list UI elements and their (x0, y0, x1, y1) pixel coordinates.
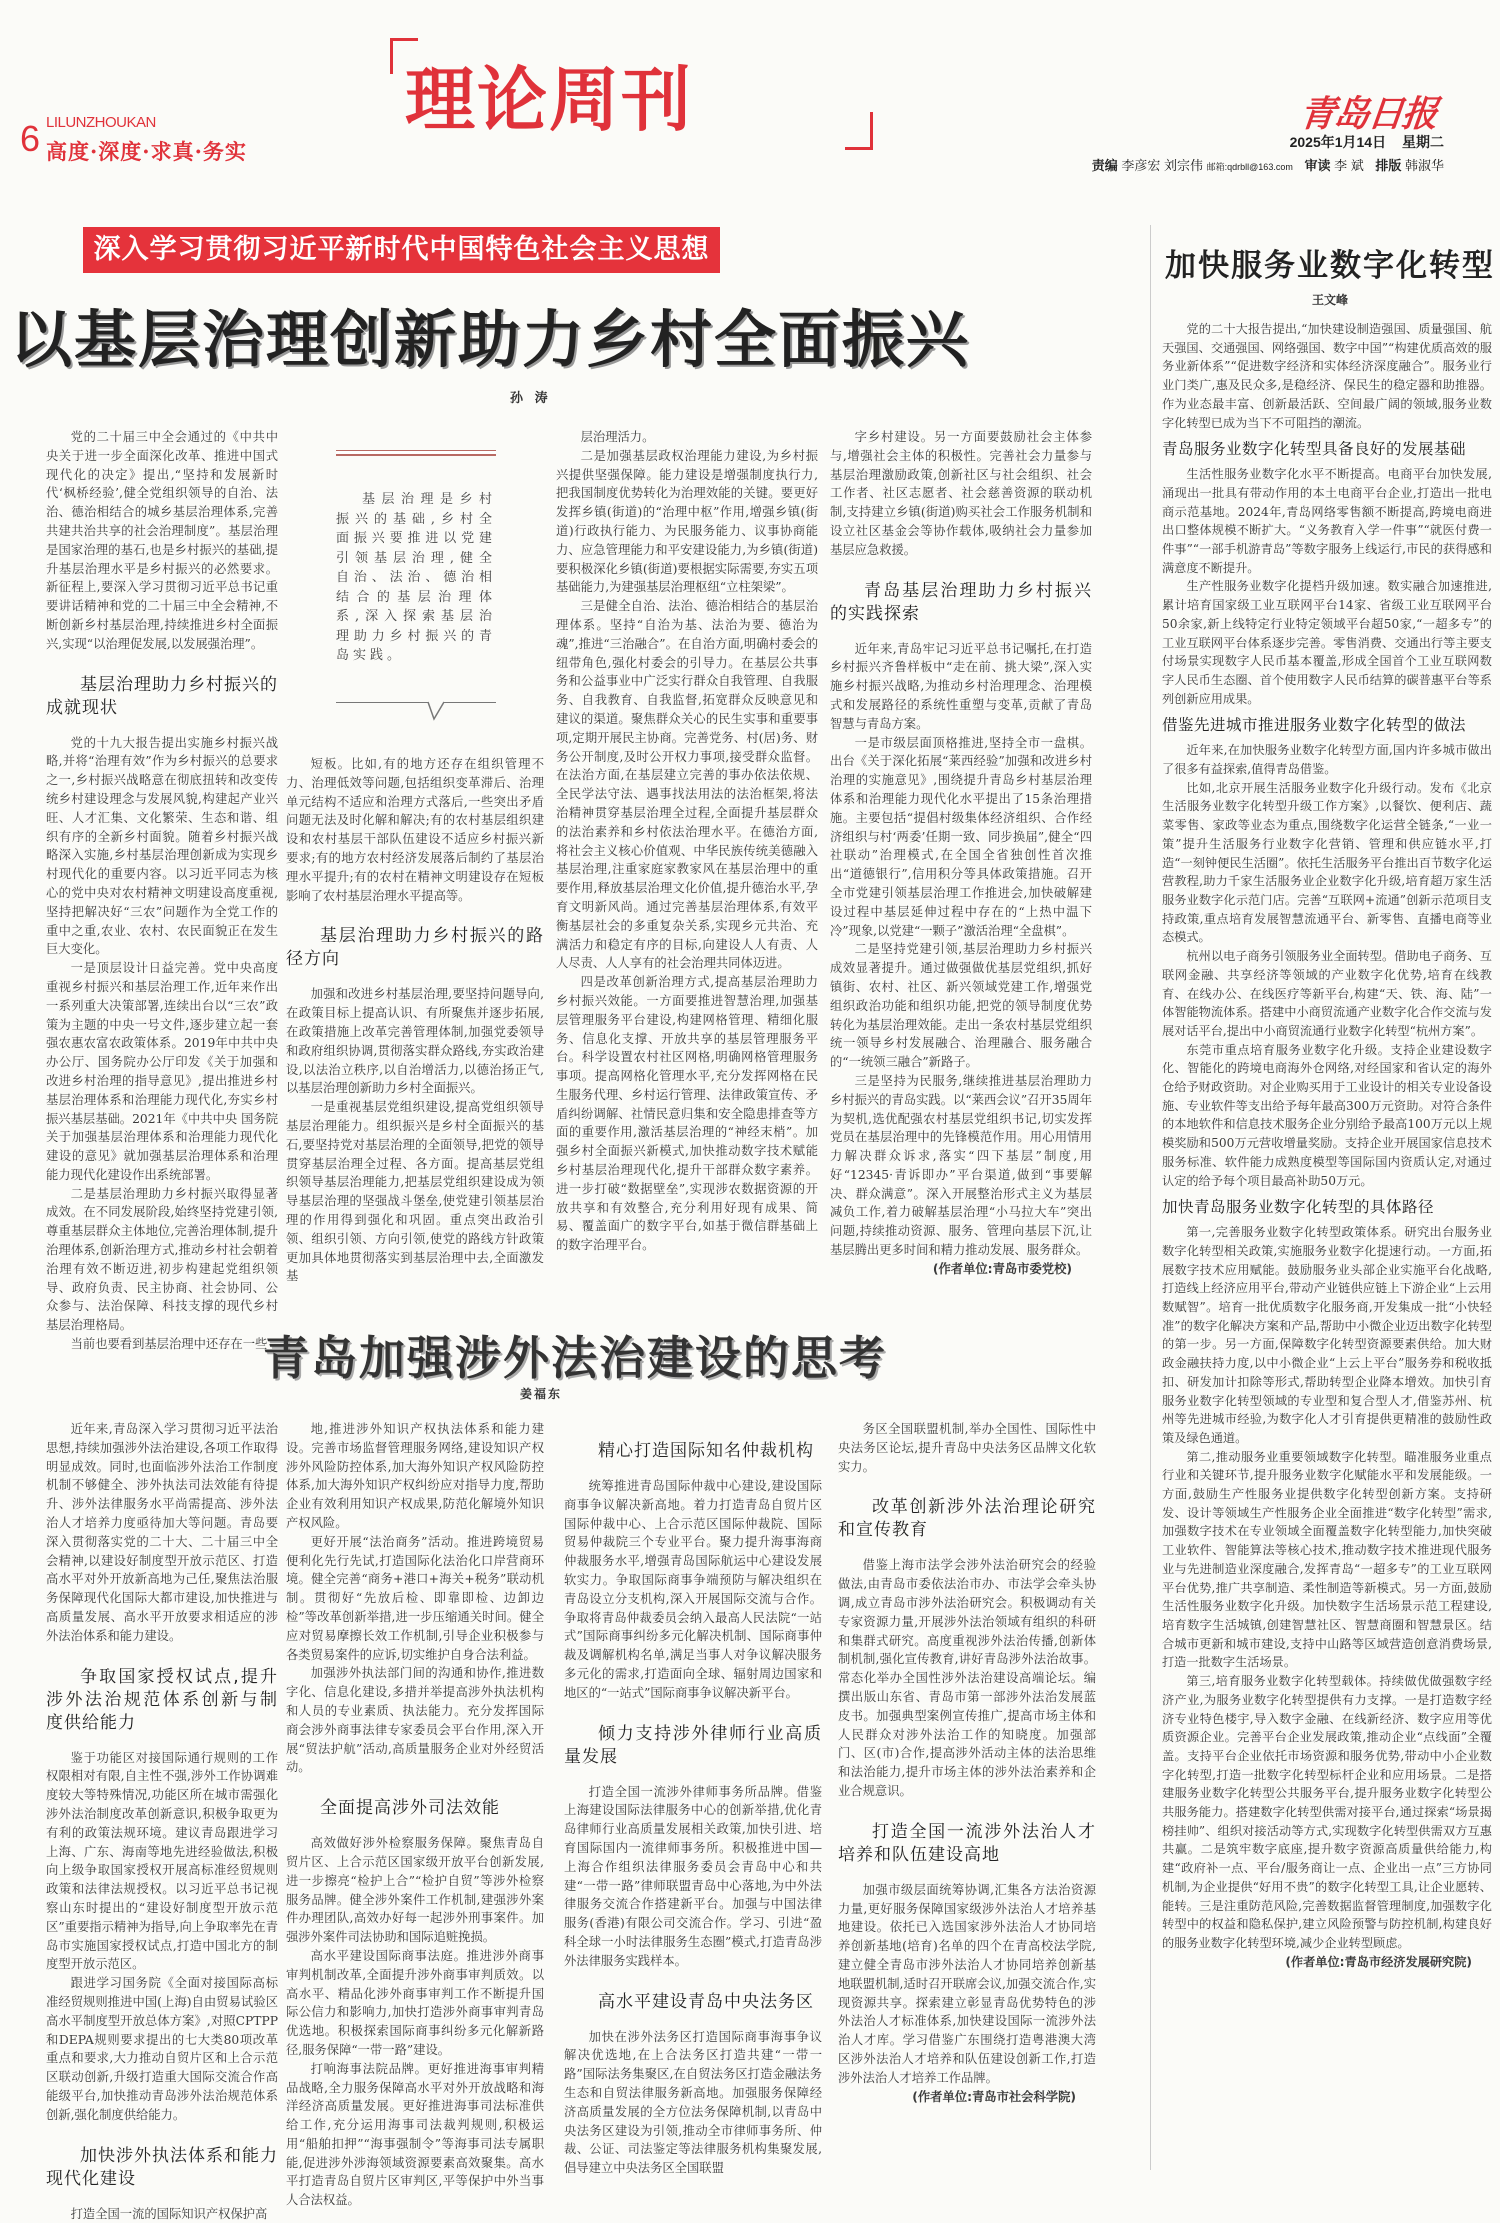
article1-column-2 (286, 755, 544, 1286)
theme-banner (83, 227, 423, 273)
paragraph: 近年来,青岛牢记习近平总书记嘱托,在打造乡村振兴齐鲁样板中“走在前、挑大梁”,深入实施乡村振兴战略,为推动乡村治理理念、治理模式和发展路径的系统性重塑与变革,贡献了青岛智慧与青岛方案。 (830, 640, 1092, 734)
paragraph: 加强和改进乡村基层治理,要坚持问题导向,在政策目标上提高认识、有所聚焦并逐步拓展,在政策措施上改革完善管理体制,加强党委领导和政府组织协调,贯彻落实群众路线,夯实政治建设,以法治立秩序,以自治增活力,以德治扬正气,以基层治理创新助力乡村全面振兴。 (286, 985, 544, 1098)
paragraph: 一是重视基层党组织建设,提高党组织领导基层治理能力。组织振兴是乡村全面振兴的基石,要坚持党对基层治理的全面领导,把党的领导贯穿基层治理全过程、各方面。提高基层党组织领导基层治理能力,把基层党组织建设成为领导基层治理的坚强战斗堡垒,使党建引领基层治理的作用得到强化和巩固。重点突出政治引领、组织引领、方向引领,使党的路线方针政策更加具体地贯彻落实到基层治理中去,全面激发基 (286, 1098, 544, 1286)
section-heading: 青岛基层治理助力乡村振兴的实践探索 (830, 580, 1092, 626)
section-heading: 打造全国一流涉外法治人才培养和队伍建设高地 (838, 1821, 1096, 1867)
paragraph: 地,推进涉外知识产权执法体系和能力建设。完善市场监督管理服务网络,建设知识产权涉外风险防控体系,加大海外知识产权风险防控体系,加大海外知识产权纠纷应对指导力度,帮助企业有效利用知识产权成果,防范化解境外知识产权风险。 (286, 1420, 544, 1533)
paragraph: 高水平建设国际商事法庭。推进涉外商事审判机制改革,全面提升涉外商事审判质效。以高水平、精品化涉外商事审判工作不断提升国际公信力和影响力,加快打造涉外商事审判青岛优选地。积极探索国际商事纠纷多元化解新路径,服务保障“一带一路”建设。 (286, 1947, 544, 2060)
section-heading: 基层治理助力乡村振兴的成就现状 (46, 674, 278, 720)
section-heading: 改革创新涉外法治理论研究和宣传教育 (838, 1496, 1096, 1542)
paragraph: 加强市级层面统筹协调,汇集各方法治资源力量,更好服务保障国家级涉外法治人才培养基地建设。依托已入选国家涉外法治人才协同培养创新基地(培育)名单的四个在青高校法学院,建立健全青岛市涉外法治人才协同培养创新基地联盟机制,适时召开联席会议,加强交流合作,实现资源共享。探索建立彰显青岛优势特色的涉外法治人才标准体系,加快建设国际一流涉外法治人才库。学习借鉴广东围绕打造粤港澳大湾区涉外法治人才培养和队伍建设创新工作,打造涉外法治人才培养工作品牌。 (838, 1881, 1096, 2088)
article1-byline: 孙 涛 (510, 387, 552, 406)
pull-quote-text: 基层治理是乡村振兴的基础,乡村全面振兴要推进以党建引领基层治理,健全自治、法治、德治相结合的基层治理体系,深入探索基层治理助力乡村振兴的青岛实践。 (336, 490, 496, 666)
paragraph: 跟进学习国务院《全面对接国际高标准经贸规则推进中国(上海)自由贸易试验区高水平制度型开放总体方案》,对照CPTPP和DEPA规则要求提出的七大类80项改革重点和要求,大力推动自贸片区和上合示范区联动创新,升级打造重大国际交流合作高能级平台,加快推动青岛涉外法治规范体系创新,强化制度供给能力。 (46, 1974, 278, 2124)
issue-date-line (1278, 132, 1444, 152)
article3-headline: 加快服务业数字化转型 (1160, 240, 1500, 285)
paragraph: 借鉴上海市法学会涉外法治研究会的经验做法,由青岛市委依法治市办、市法学会牵头协调,成立青岛市涉外法治研究会。积极调动有关专家资源力量,开展涉外法治领域有组织的科研和集群式研究。高度重视涉外法治传播,创新体制机制,强化宣传教育,讲好青岛涉外法治故事。常态化举办全国性涉外法治建设高端论坛。编撰出版山东省、青岛市第一部涉外法治发展蓝皮书。加强典型案例宣传推广,提高市场主体和人民群众对涉外法治工作的知晓度。加强部门、区(市)合作,提高涉外活动主体的法治思维和法治能力,提升市场主体的涉外法治素养和企业合规意识。 (838, 1556, 1096, 1800)
author-affiliation: (作者单位:青岛市社会科学院) (838, 2088, 1096, 2107)
paragraph: 生活性服务业数字化水平不断提高。电商平台加快发展,涌现出一批具有带动作用的本土电商平台企业,打造出一批电商示范基地。2024年,青岛网络零售额不断提高,跨境电商进出口整体规模不断扩大。“义务教育入学一件事”“就医付费一件事”“一部手机游青岛”等数字服务上线运行,市民的获得感和满意度不断提升。 (1162, 465, 1492, 577)
section-heading: 全面提高涉外司法效能 (286, 1797, 544, 1820)
editor-names: 李彦宏 刘宗伟 (1121, 158, 1203, 173)
article2-column-4 (838, 1420, 1096, 2106)
article1-column-4 (830, 428, 1092, 1279)
paragraph: 近年来,在加快服务业数字化转型方面,国内许多城市做出了很多有益探索,值得青岛借鉴。 (1162, 741, 1492, 778)
right-bracket-decoration (845, 112, 873, 150)
paragraph: 统筹推进青岛国际仲裁中心建设,建设国际商事争议解决新高地。着力打造青岛自贸片区国际仲裁中心、上合示范区国际仲裁院、国际贸易仲裁院三个专业平台。聚力提升海事海商仲裁服务水平,增强青岛国际航运中心建设发展软实力。争取国际商事争端预防与解决组织在青岛设立分支机构,深入开展国际交流与合作。争取将青岛仲裁委员会纳入最高人民法院“一站式”国际商事纠纷多元化解决机制、国际商事仲裁及调解机构名单,满足当事人对争议解决服务多元化的需求,打造面向全球、辐射周边国家和地区的“一站式”国际商事争议解决新平台。 (564, 1477, 822, 1703)
paragraph: 二是基层治理助力乡村振兴取得显著成效。在不同发展阶段,始终坚持党建引领,尊重基层群众主体地位,完善治理体制,提升治理体系,创新治理方式,推动乡村社会朝着治理有效不断迈进,初步构建起党组织领导、政府负责、民主协商、社会协同、公众参与、法治保障、科技支撑的现代乡村基层治理格局。 (46, 1185, 278, 1335)
masthead (0, 0, 1500, 175)
issue-date: 2025年1月14日 (1290, 134, 1387, 150)
layout-editor-name: 韩淑华 (1405, 158, 1444, 173)
section-heading: 精心打造国际知名仲裁机构 (564, 1440, 822, 1463)
section-heading: 争取国家授权试点,提升涉外法治规范体系创新与制度供给能力 (46, 1666, 278, 1735)
theme-banner-text: 深入学习贯彻习近平新时代中国特色社会主义思想 (83, 227, 720, 273)
paragraph: 务区全国联盟机制,举办全国性、国际性中央法务区论坛,提升青岛中央法务区品牌文化软实力。 (838, 1420, 1096, 1476)
pull-quote (336, 450, 496, 726)
section-heading: 高水平建设青岛中央法务区 (564, 1991, 822, 2014)
section-heading: 青岛服务业数字化转型具备良好的发展基础 (1162, 438, 1492, 461)
paragraph: 党的十九大报告提出实施乡村振兴战略,并将“治理有效”作为乡村振兴的总要求之一,乡村振兴战略意在彻底扭转和改变传统乡村建设理念与发展风貌,构建起产业兴旺、人才汇集、文化繁荣、生态和谐、组织有序的全新乡村面貌。随着乡村振兴战略深入实施,乡村基层治理创新成为实现乡村现代化的重要内容。以习近平同志为核心的党中央对农村精神文明建设高度重视,坚持把解决好“三农”问题作为全党工作的重中之重,农业、农村、农民面貌正在发生巨大变化。 (46, 734, 278, 960)
article2-column-3 (564, 1420, 822, 2178)
issue-weekday: 星期二 (1402, 134, 1444, 150)
paragraph: 党的二十大报告提出,“加快建设制造强国、质量强国、航天强国、交通强国、网络强国、数字中国”“构建优质高效的服务业新体系”“促进数字经济和实体经济深度融合”。服务业行业门类广,惠及民众多,是稳经济、保民生的稳定器和助推器。作为业态最丰富、创新最活跃、空间最广阔的领域,服务业数字化转型已成为当下不可阻挡的潮流。 (1162, 320, 1492, 432)
paragraph: 高效做好涉外检察服务保障。聚焦青岛自贸片区、上合示范区国家级开放平台创新发展,进一步擦亮“检护上合”“检护自贸”等涉外检察服务品牌。健全涉外案件工作机制,建强涉外案件办理团队,高效办好每一起涉外刑事案件。加强涉外案件司法协助和国际追赃挽损。 (286, 1834, 544, 1947)
paragraph: 二是加强基层政权治理能力建设,为乡村振兴提供坚强保障。能力建设是增强制度执行力,把我国制度优势转化为治理效能的关键。要更好发挥乡镇(街道)的“治理中枢”作用,增强乡镇(街道)行政执行能力、为民服务能力、议事协商能力、应急管理能力和平安建设能力,为乡镇(街道)要积极深化乡镇(街道)要根据实际需要,夯实五项基础能力,为建强基层治理枢纽“立柱架梁”。 (556, 447, 818, 597)
paragraph: 第一,完善服务业数字化转型政策体系。研究出台服务业数字化转型相关政策,实施服务业数字化提速行动。一方面,拓展数字技术应用赋能。鼓励服务业头部企业实施平台化战略,打造线上经济应用平台,带动产业链供应链上下游企业“上云用数赋智”。培育一批优质数字化服务商,开发集成一批“小快轻准”的数字化解决方案和产品,帮助中小微企业迈出数字化转型的第一步。另一方面,保障数字化转型资源要素供给。加大财政金融扶持力度,以中小微企业“上云上平台”服务券和税收抵扣、研发加计扣除等形式,帮助转型企业降本增效。加快引育服务业数字化转型领域的专业型和复合型人才,借鉴苏州、杭州等先进城市经验,为数字化人才引育提供更精准的鼓励性政策及绿色通道。 (1162, 1223, 1492, 1447)
article2-headline: 青岛加强涉外法治建设的思考 (0, 1322, 1150, 1388)
section-heading: 倾力支持涉外律师行业高质量发展 (564, 1723, 822, 1769)
section-heading: 借鉴先进城市推进服务业数字化转型的做法 (1162, 714, 1492, 737)
editor-credits (1092, 155, 1444, 174)
article1-headline: 以基层治理创新助力乡村全面振兴 (10, 290, 1150, 379)
paragraph: 党的二十届三中全会通过的《中共中央关于进一步全面深化改革、推进中国式现代化的决定》提出,“坚持和发展新时代‘枫桥经验’,健全党组织领导的自治、法治、德治相结合的城乡基层治理体系,完善共建共治共享的社会治理制度”。基层治理是国家治理的基石,也是乡村振兴的基础,提升基层治理水平是乡村振兴的必然要求。新征程上,要深入学习贯彻习近平总书记重要讲话精神和党的二十届三中全会精神,不断创新乡村基层治理,持续推进乡村全面振兴,实现“以治理促发展,以发展强治理”。 (46, 428, 278, 654)
article3-column (1162, 320, 1492, 1971)
proofreader-label: 审读 (1304, 158, 1330, 173)
column-motto: 高度·深度·求真·务实 (46, 136, 247, 166)
paragraph: 一是市级层面顶格推进,坚持全市一盘棋。出台《关于深化拓展“莱西经验”加强和改进乡村治理的实施意见》,围绕提升青岛乡村基层治理体系和治理能力现代化水平提出了15条治理措施。主要包括“提倡村级集体经济组织、合作经济组织与村‘两委’任期一致、同步换届”,健全“四社联动”治理模式,在全国全省独创性首次推出“道德银行”,信用积分等具体政策措施。召开全市党建引领基层治理工作推进会,加快破解建设过程中基层延伸过程中存在的“上热中温下冷”现象,以党建“一颗子”激活治理“全盘棋”。 (830, 734, 1092, 941)
paragraph: 打造全国一流涉外律师事务所品牌。借鉴上海建设国际法律服务中心的创新举措,优化青岛律师行业高质量发展相关政策,加快引进、培育国际国内一流律师事务所。积极推进中国—上海合作组织法律服务委员会青岛中心和共建“一带一路”律师联盟青岛中心落地,为中外法律服务交流合作搭建新平台。加强与中国法律服务(香港)有限公司交流合作。学习、引进“盈科全球一小时法律服务生态圈”模式,打造青岛涉外法律服务实践样本。 (564, 1783, 822, 1971)
section-heading: 基层治理助力乡村振兴的路径方向 (286, 925, 544, 971)
paragraph: 加快在涉外法务区打造国际商事海事争议解决优选地,在上合法务区打造共建“一带一路”国际法务集聚区,在自贸法务区打造金融法务生态和自贸法律服务新高地。加强服务保障经济高质量发展的全方位法务保障机制,以青岛中央法务区建设为引领,推动全市律师事务所、仲裁、公证、司法鉴定等法律服务机构集聚发展,倡导建立中央法务区全国联盟 (564, 2028, 822, 2178)
author-affiliation: (作者单位:青岛市委党校) (830, 1260, 1092, 1279)
paragraph: 三是坚持为民服务,继续推进基层治理助力乡村振兴的青岛实践。以“莱西会议”召开35周年为契机,选优配强农村基层党组织书记,切实发挥党员在基层治理中的先锋模范作用。用心用情用力解决群众诉求,落实“四下基层”制度,用好“12345·青诉即办”平台渠道,做到“事要解决、群众满意”。深入开展整治形式主义为基层减负工作,着力破解基层治理“小马拉大车”突出问题,持续推动资源、服务、管理向基层下沉,让基层腾出更多时间和精力推动发展、服务群众。 (830, 1072, 1092, 1260)
paragraph: 打造全国一流的国际知识产权保护高 (46, 2205, 278, 2223)
newspaper-logo: 青岛日报 (1297, 86, 1438, 137)
layout-label: 排版 (1375, 158, 1401, 173)
pull-quote-bottom-rule (336, 702, 496, 726)
paragraph: 层治理活力。 (556, 428, 818, 447)
pull-quote-top-rule (336, 450, 496, 454)
editor-label: 责编 (1092, 158, 1118, 173)
paragraph: 东莞市重点培育服务业数字化升级。支持企业建设数字化、智能化的跨境电商海外仓网络,对经国家和省认定的海外仓给予财政资助。对企业购买用于工业设计的相关专业设备设施、专业软件等支出给予每年最高300万元资助。对符合条件的本地软件和信息技术服务企业分别给予最高100万元以上规模奖励和500万元营收增量奖励。支持企业开展国家信息技术服务标准、软件能力成熟度模型等国际国内资质认定,对通过认定的给予每个项目最高补助50万元。 (1162, 1041, 1492, 1191)
section-heading: 加快涉外执法体系和能力现代化建设 (46, 2145, 278, 2191)
article1-column-1 (46, 428, 278, 1354)
paragraph: 短板。比如,有的地方还存在组织管理不力、治理低效等问题,包括组织变革滞后、治理单元结构不适应和治理方式落后,一些突出矛盾问题无法及时化解和解决;有的农村基层组织建设和农村基层干部队伍建设不适应乡村振兴新要求;有的地方农村经济发展落后制约了基层治理水平提升;有的农村在精神文明建设存在短板影响了农村基层治理水平提高等。 (286, 755, 544, 905)
paragraph: 三是健全自治、法治、德治相结合的基层治理体系。坚持“自治为基、法治为要、德治为魂”,推进“三治融合”。在自治方面,明确村委会的纽带角色,强化村委会的引导力。在基层公共事务和公益事业中广泛实行群众自我管理、自我服务、自我教育、自我监督,拓宽群众反映意见和建议的渠道。聚焦群众关心的民生实事和重要事项,定期开展民主协商。完善党务、村(居)务、财务公开制度,及时公开权力事项,接受群众监督。在法治方面,在基层建立完善的事办依法依规、全民学法守法、遇事找法用法的法治框架,将法治精神贯穿基层治理全过程,全面提升基层群众的法治素养和乡村依法治理水平。在德治方面,将社会主义核心价值观、中华民族传统美德融入基层治理,注重家庭家教家风在基层治理中的重要作用,释放基层治理文化价值,提升德治水平,孕育文明新风尚。通过完善基层治理体系,有效平衡基层社会的多重复杂关系,实现乡元共治、充满活力和稳定有序的目标,向建设人人有责、人人尽责、人人享有的社会治理共同体迈进。 (556, 597, 818, 973)
paragraph: 比如,北京开展生活服务业数字化升级行动。发布《北京生活服务业数字化转型升级工作方案》,以餐饮、便利店、蔬菜零售、家政等业态为重点,围绕数字化运营全链条,“一业一策”提升生活服务行业数字化营销、管理和供应链水平,打造“一刻钟便民生活圈”。依托生活服务平台推出百节数字化运营教程,助力千家生活服务业企业数字化升级,培育超万家生活服务业数字化示范门店。完善“互联网+流通”创新示范项目支持政策,重点培育发展智慧流通平台、新零售、直播电商等业态模式。 (1162, 779, 1492, 947)
paragraph: 更好开展“法治商务”活动。推进跨境贸易便利化先行先试,打造国际化法治化口岸营商环境。健全完善“商务+港口+海关+税务”联动机制。贯彻好“先放后检、即靠即检、边卸边检”等改革创新举措,进一步压缩通关时间。健全应对贸易摩擦长效工作机制,引导企业积极参与各类贸易案件的应诉,切实维护自身合法利益。 (286, 1533, 544, 1665)
paragraph: 加强涉外执法部门间的沟通和协作,推进数字化、信息化建设,多措并举提高涉外执法机构和人员的专业素质、执法能力。充分发挥国际商会涉外商事法律专家委员会平台作用,深入开展“贸法护航”活动,高质量服务企业对外经贸活动。 (286, 1664, 544, 1777)
article2-column-1 (46, 1420, 278, 2223)
column-name-en: LILUNZHOUKAN (46, 114, 156, 131)
paragraph: 第三,培育服务业数字化转型载体。持续做优做强数字经济产业,为服务业数字化转型提供有力支撑。一是打造数字经济专业特色楼宇,导入数字金融、在线新经济、数字应用等优质资源企业。完善平台企业发展政策,推动企业“点线面”全覆盖。支持平台企业依托市场资源和服务优势,带动中小企业数字化转型,打造一批数字化转型标杆企业和应用场景。二是搭建服务业数字化转型公共服务平台,提升服务业数字化转型公共服务能力。搭建数字化转型供需对接平台,通过探索“场景揭榜挂帅”、组织对接活动等方式,实现数字化转型供需双方互惠共赢。二是筑牢数字底座,提升数字资源高质量供给能力,构建“政府补一点、平台/服务商让一点、企业出一点”三方协同机制,为企业提供“好用不贵”的数字化转型工具,让企业愿转、能转。三是注重防范风险,完善数据监督管理制度,加强数字化转型中的权益和隐私保护,建立风险预警与防控机制,构建良好的服务业数字化转型环境,减少企业转型顾虑。 (1162, 1672, 1492, 1953)
page-number: 6 (20, 118, 40, 160)
article3-byline: 王文峰 (1160, 291, 1500, 308)
paragraph: 四是改革创新治理方式,提高基层治理助力乡村振兴效能。一方面要推进智慧治理,加强基层管理服务平台建设,构建网格管理、精细化服务、信息化支撑、开放共享的基层管理服务平台。科学设置农村社区网格,明确网格管理服务事项。提高网格化管理水平,充分发挥网格在民生服务代理、乡村运行管理、法律政策宣传、矛盾纠纷调解、社情民意归集和安全隐患排查等方面的重要作用,激活基层治理的“神经末梢”。加强乡村全面振兴新模式,加快推动数字技术赋能乡村基层治理现代化,提升干部群众数字素养。进一步打破“数据壁垒”,实现涉农数据资源的开放共享和有效整合,充分利用好现有成果、简易、覆盖面广的数字平台,如基于微信群基础上的数字治理平台。 (556, 973, 818, 1255)
author-affiliation: (作者单位:青岛市经济发展研究院) (1162, 1953, 1492, 1972)
paragraph: 打响海事法院品牌。更好推进海事审判精品战略,全力服务保障高水平对外开放战略和海洋经济高质量发展。更好推进海事司法标准供给工作,充分运用海事司法裁判规则,积极运用“船舶扣押”“海事强制令”等海事司法专属职能,促进涉外涉海领域资源要素高效聚集。高水平打造青岛自贸片区审判区,平等保护中外当事人合法权益。 (286, 2060, 544, 2210)
column-divider (1150, 225, 1151, 2170)
speech-tail-icon (428, 701, 444, 721)
paragraph: 鉴于功能区对接国际通行规则的工作权限相对有限,自主性不强,涉外工作协调难度较大等特殊情况,功能区所在城市需强化涉外法治制度改革创新意识,积极争取更为有利的政策法规环境。建议青岛跟进学习上海、广东、海南等地先进经验做法,积极向上级争取国家授权开展高标准经贸规则政策和法律法规授权。以习近平总书记视察山东时提出的“建设好制度型开放示范区”重要指示精神为指导,向上争取率先在青岛市实施国家授权试点,打造中国北方的制度型开放示范区。 (46, 1749, 278, 1975)
paragraph: 二是坚持党建引领,基层治理助力乡村振兴成效显著提升。通过做强做优基层党组织,抓好镇街、农村、社区、新兴领域党建工作,增强党组织政治功能和组织功能,把党的领导制度优势转化为基层治理效能。走出一条农村基层党组织统一领导乡村发展融合、治理融合、服务融合的“一统领三融合”新路子。 (830, 940, 1092, 1072)
paragraph: 杭州以电子商务引领服务业全面转型。借助电子商务、互联网金融、共享经济等领域的产业数字化优势,培育在线教育、在线办公、在线医疗等新平台,构建“天、铁、海、陆”一体智能物流体系。搭建中小商贸流通产业数字化合作交流与发展对话平台,提出中小商贸流通行业数字化转型“杭州方案”。 (1162, 947, 1492, 1041)
paragraph: 近年来,青岛深入学习贯彻习近平法治思想,持续加强涉外法治建设,各项工作取得明显成效。同时,也面临涉外法治工作制度机制不够健全、涉外执法司法效能有待提升、涉外法律服务水平尚需提高、涉外法治人才培养力度亟待加大等问题。青岛要深入贯彻落实党的二十大、二十届三中全会精神,以建设好制度型开放示范区、打造高水平对外开放新高地为己任,聚焦法治服务保障现代化国际大都市建设,加快推进与高质量发展、高水平开放要求相适应的涉外法治体系和能力建设。 (46, 1420, 278, 1646)
article1-column-3 (556, 428, 818, 1255)
section-title: 理论周刊 (405, 44, 693, 145)
article2-byline: 姜福东 (520, 1385, 562, 1402)
editor-email: 邮箱:qdrbll@163.com (1207, 162, 1293, 172)
paragraph: 字乡村建设。另一方面要鼓励社会主体参与,增强社会主体的积极性。完善社会力量参与基层治理激励政策,创新社区与社会组织、社会工作者、社区志愿者、社会慈善资源的联动机制,支持建立乡镇(街道)购买社会工作服务机制和设立社区基金会等协作载体,吸纳社会力量参加基层应急救援。 (830, 428, 1092, 560)
section-heading: 加快青岛服务业数字化转型的具体路径 (1162, 1196, 1492, 1219)
article2-column-2 (286, 1420, 544, 2210)
proofreader-name: 李 斌 (1334, 158, 1364, 173)
paragraph: 当前也要看到基层治理中还存在一些 (46, 1335, 278, 1354)
paragraph: 生产性服务业数字化提档升级加速。数实融合加速推进,累计培育国家级工业互联网平台14家、省级工业互联网平台50余家,新上线特定行业特定领域平台超50家,“一超多专”的工业互联网平台体系逐步完善。零售消费、交通出行等主要支付场景实现数字人民币基本覆盖,形成全国首个工业互联网数字人民币生态圈、首个使用数字人民币结算的碳普惠平台等系列创新应用成果。 (1162, 577, 1492, 708)
paragraph: 第二,推动服务业重要领域数字化转型。瞄准服务业重点行业和关键环节,提升服务业数字化赋能水平和发展能级。一方面,鼓励生产性服务业提供数字化转型创新方案。支持研发、设计等领域生产性服务企业全面推进“数字化转型”需求,加强数字技术在专业领域全面覆盖数字化转型能力,加快突破工业软件、智能算法等核心技术,推动数字技术推进现代服务业与先进制造业深度融合,发挥青岛“一超多专”的工业互联网平台优势,推广共享制造、柔性制造等新模式。另一方面,鼓励生活性服务业数字化升级。加快数字生活场景示范工程建设,培育数字生活城镇,创建智慧社区、智慧商圈和智慧景区。结合城市更新和城市建设,支持中山路等区域营造创意消费场景,打造一批数字生活场景。 (1162, 1448, 1492, 1672)
paragraph: 一是顶层设计日益完善。党中央高度重视乡村振兴和基层治理工作,近年来作出一系列重大决策部署,连续出台以“三农”政策为主题的中央一号文件,逐步建立起一套强农惠农富农政策体系。2019年中共中央办公厅、国务院办公厅印发《关于加强和改进乡村治理的指导意见》,提出推进乡村基层治理体系和治理能力现代化,夯实乡村振兴基层基础。2021年《中共中央 国务院关于加强基层治理体系和治理能力现代化建设的意见》就加强基层治理体系和治理能力现代化建设作出系统部署。 (46, 959, 278, 1185)
